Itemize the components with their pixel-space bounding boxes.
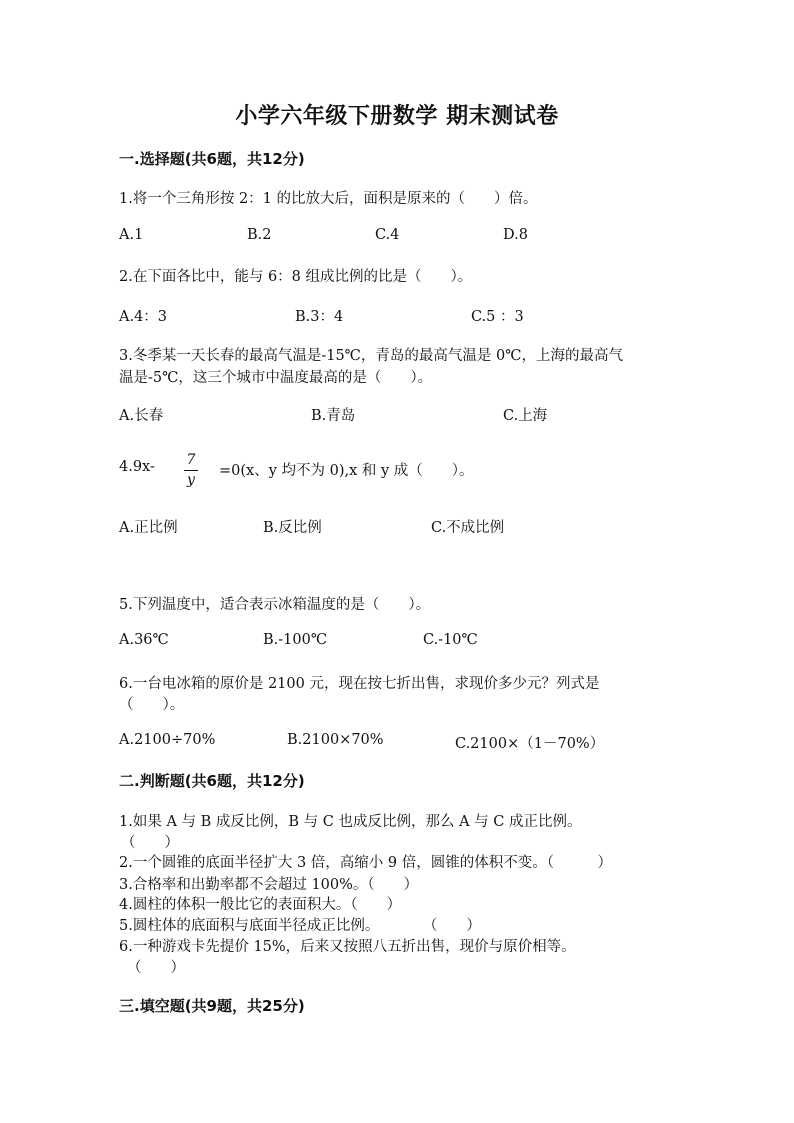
judgment-5: 5.圆柱体的底面积与底面半径成正比例。 （ ） <box>119 918 481 934</box>
question-3-line-2: 温是-5℃，这三个城市中温度最高的是（ ）。 <box>119 370 433 386</box>
judgment-4: 4.圆柱的体积一般比它的表面积大。（ ） <box>119 897 402 913</box>
option-6c: C.2100×（1－70%） <box>455 736 605 752</box>
question-6-line-2: （ ）。 <box>119 697 185 713</box>
judgment-2: 2.一个圆锥的底面半径扩大 3 倍，高缩小 9 倍，圆锥的体积不变。（ ） <box>119 855 612 871</box>
option-5c: C.-10℃ <box>423 632 478 648</box>
fraction-numerator: 7 <box>186 452 196 468</box>
question-1: 1.将一个三角形按 2：1 的比放大后，面积是原来的（ ）倍。 <box>119 191 538 207</box>
option-3c: C.上海 <box>503 408 548 424</box>
question-2: 2.在下面各比中，能与 6：8 组成比例的比是（ ）。 <box>119 269 473 285</box>
section-heading-judgment: 二.判断题(共6题，共12分) <box>119 772 305 790</box>
option-1b: B.2 <box>247 227 272 243</box>
fraction-denominator: y <box>187 472 195 488</box>
option-3b: B.青岛 <box>311 408 356 424</box>
question-3-line-1: 3.冬季某一天长春的最高气温是-15℃，青岛的最高气温是 0℃，上海的最高气 <box>119 348 623 364</box>
judgment-1-blank: （ ） <box>121 835 179 851</box>
option-4c: C.不成比例 <box>431 520 505 536</box>
option-1d: D.8 <box>503 227 528 243</box>
option-5b: B.-100℃ <box>263 632 328 648</box>
question-6-line-1: 6.一台电冰箱的原价是 2100 元，现在按七折出售，求现价多少元？列式是 <box>119 676 600 692</box>
option-1c: C.4 <box>375 227 400 243</box>
option-3a: A.长春 <box>119 408 164 424</box>
option-1a: A.1 <box>119 227 144 243</box>
option-4b: B.反比例 <box>263 520 322 536</box>
judgment-6-blank: （ ） <box>127 960 185 976</box>
fraction-bar <box>184 470 198 471</box>
question-4-suffix: =0(x、y 均不为 0),x 和 y 成（ ）。 <box>219 463 474 479</box>
option-2c: C.5 ：3 <box>471 309 524 325</box>
option-2b: B.3：4 <box>295 309 344 325</box>
option-4a: A.正比例 <box>119 520 178 536</box>
page-title: 小学六年级下册数学 期末测试卷 <box>235 104 559 129</box>
question-5: 5.下列温度中，适合表示冰箱温度的是（ ）。 <box>119 597 431 613</box>
option-2a: A.4：3 <box>119 309 168 325</box>
section-heading-choice: 一.选择题(共6题，共12分) <box>119 150 305 168</box>
option-6b: B.2100×70% <box>287 732 384 748</box>
option-6a: A.2100÷70% <box>119 732 216 748</box>
question-4-prefix: 4.9x- <box>119 459 155 475</box>
option-5a: A.36℃ <box>119 632 169 648</box>
judgment-6: 6.一种游戏卡先提价 15%，后来又按照八五折出售，现价与原价相等。 <box>119 939 576 955</box>
judgment-1: 1.如果 A 与 B 成反比例，B 与 C 也成反比例，那么 A 与 C 成正比例。 <box>119 814 582 830</box>
judgment-3: 3.合格率和出勤率都不会超过 100%。（ ） <box>119 877 419 893</box>
section-heading-fill: 三.填空题(共9题，共25分) <box>119 997 305 1015</box>
